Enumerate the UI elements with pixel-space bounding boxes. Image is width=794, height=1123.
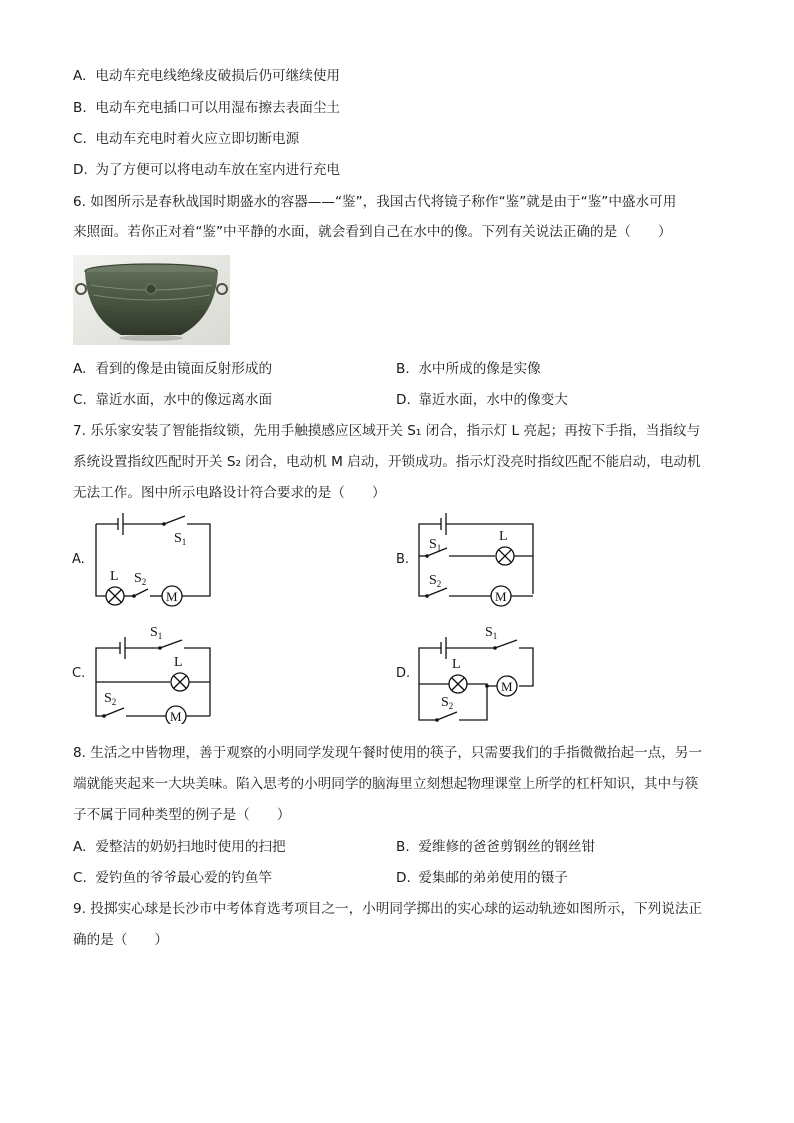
q9-stem-line-1: 9. 投掷实心球是长沙市中考体育选考项目之一，小明同学掷出的实心球的运动轨迹如图所示，下列说法正 (73, 901, 703, 917)
q8-option-c (73, 868, 272, 888)
circuit-a-label: A. (72, 552, 85, 567)
circuit-c-label: C. (72, 666, 86, 681)
option-label: A. (73, 839, 87, 855)
option-label: A. (73, 361, 87, 377)
option-text: 看到的像是由镜面反射形成的 (95, 361, 273, 377)
q6-option-c (73, 390, 272, 410)
option-text: 爱钓鱼的爷爷最心爱的钓鱼竿 (95, 870, 273, 886)
motor-m-label: M (170, 709, 182, 724)
q6-stem-line-1: 6. 如图所示是春秋战国时期盛水的容器——“鉴”，我国古代将镜子称作“鉴”就是由于“鉴”中盛水可用 (73, 194, 677, 210)
option-label: B. (396, 839, 410, 855)
circuit-d-label: D. (396, 666, 411, 681)
q7-stem-line-2: 系统设置指纹匹配时开关 S₂ 闭合，电动机 M 启动，开锁成功。指示灯没亮时指纹匹配不能启动，电动机 (73, 454, 701, 470)
q7-stem-line-3: 无法工作。图中所示电路设计符合要求的是（ ） (73, 485, 386, 501)
q9-stem-line-2: 确的是（ ） (73, 932, 169, 948)
circuit-d-diagram (413, 622, 543, 724)
q8-option-b (396, 837, 595, 857)
circuit-b-label: B. (396, 552, 410, 567)
option-text: 电动车充电线绝缘皮破损后仍可继续使用 (95, 68, 341, 84)
switch-s1-label: $S_1$ (150, 625, 163, 641)
q5-option-d (73, 160, 340, 180)
option-label: C. (73, 870, 87, 886)
q6-option-a (73, 359, 272, 379)
lamp-l-label: L (110, 569, 119, 584)
lamp-l-label: L (452, 657, 461, 672)
circuit-b-diagram (413, 512, 543, 612)
option-text: 爱集邮的弟弟使用的镊子 (418, 870, 568, 886)
circuit-a-diagram (90, 510, 220, 612)
q5-option-b (73, 98, 340, 118)
circuit-c-diagram (90, 622, 220, 724)
motor-m-label: M (495, 589, 507, 604)
q8-stem-line-3: 子不属于同种类型的例子是（ ） (73, 807, 291, 823)
option-text: 靠近水面，水中的像变大 (418, 392, 568, 408)
bronze-jian-photo (73, 255, 230, 345)
option-label: B. (396, 361, 410, 377)
option-label: D. (73, 162, 88, 178)
option-text: 爱整洁的奶奶扫地时使用的扫把 (95, 839, 286, 855)
switch-s2-label: $S_2$ (429, 573, 442, 589)
q6-option-d (396, 390, 568, 410)
q8-stem-line-1: 8. 生活之中皆物理，善于观察的小明同学发现午餐时使用的筷子，只需要我们的手指微微抬起一点，另一 (73, 745, 703, 761)
option-text: 爱维修的爸爸剪钢丝的钢丝钳 (418, 839, 596, 855)
option-text: 电动车充电插口可以用湿布擦去表面尘土 (95, 100, 341, 116)
q6-option-b (396, 359, 541, 379)
switch-s1-label: $S_1$ (174, 531, 187, 547)
switch-s1-label: $S_1$ (485, 625, 498, 641)
switch-s2-label: $S_2$ (104, 691, 117, 707)
option-text: 电动车充电时着火应立即切断电源 (95, 131, 300, 147)
option-label: D. (396, 870, 411, 886)
q8-option-a (73, 837, 286, 857)
q5-option-c (73, 129, 299, 149)
option-label: C. (73, 392, 87, 408)
q8-stem-line-2: 端就能夹起来一大块美味。陷入思考的小明同学的脑海里立刻想起物理课堂上所学的杠杆知识，其中与筷 (73, 776, 699, 792)
q5-option-a (73, 66, 340, 86)
option-text: 靠近水面，水中的像远离水面 (95, 392, 273, 408)
option-label: B. (73, 100, 87, 116)
motor-m-label: M (501, 679, 513, 694)
q7-stem-line-1: 7. 乐乐家安装了智能指纹锁，先用手触摸感应区域开关 S₁ 闭合，指示灯 L 亮起；再按下手指，当指纹与 (73, 423, 701, 439)
switch-s1-label: $S_1$ (429, 537, 442, 553)
switch-s2-label: $S_2$ (441, 695, 454, 711)
option-text: 水中所成的像是实像 (418, 361, 541, 377)
q8-option-d (396, 868, 568, 888)
option-label: C. (73, 131, 87, 147)
option-label: D. (396, 392, 411, 408)
option-label: A. (73, 68, 87, 84)
switch-s2-label: $S_2$ (134, 571, 147, 587)
lamp-l-label: L (499, 529, 508, 544)
motor-m-label: M (166, 589, 178, 604)
lamp-l-label: L (174, 655, 183, 670)
option-text: 为了方便可以将电动车放在室内进行充电 (95, 162, 341, 178)
q6-stem-line-2: 来照面。若你正对着“鉴”中平静的水面，就会看到自己在水中的像。下列有关说法正确的是（ ） (73, 224, 672, 240)
